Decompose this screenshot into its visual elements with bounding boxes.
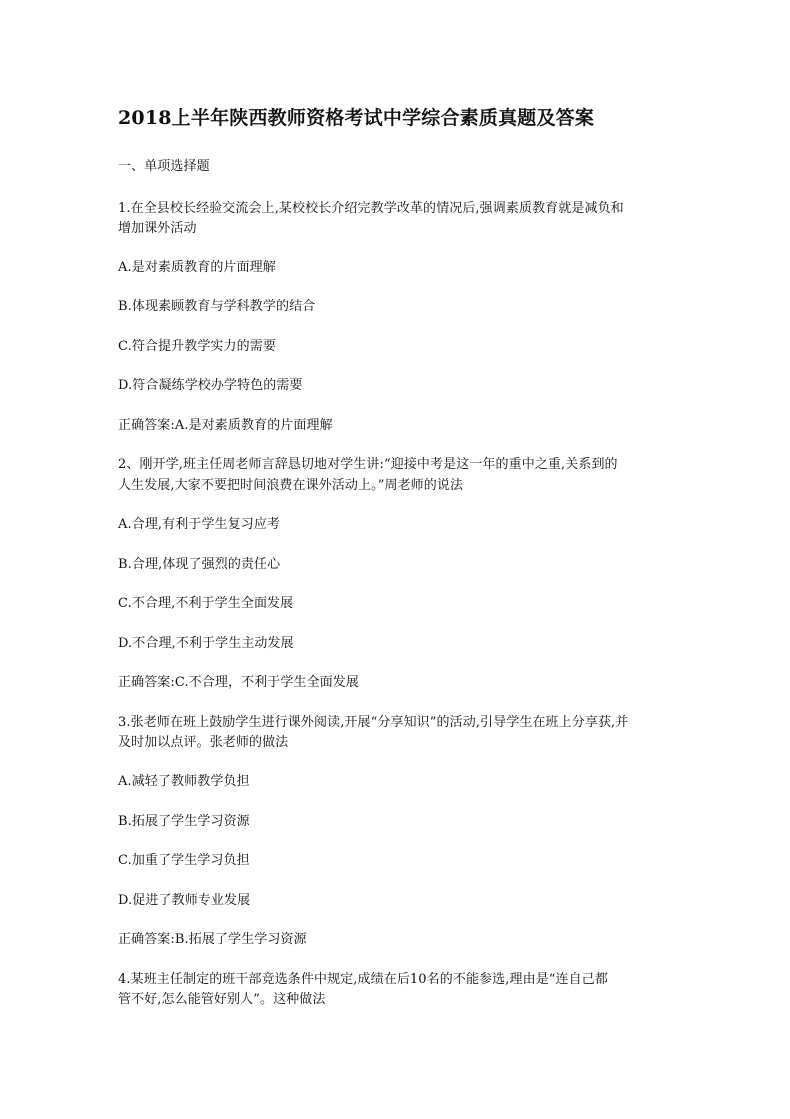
q3-option-c: C.加重了学生学习负担 (118, 853, 250, 868)
q3-stem-line1: 3.张老师在班上鼓励学生进行课外阅读,开展“分享知识”的活动,引导学生在班上分享获,并 (118, 715, 629, 730)
q2-stem-line1: 2、刚开学,班主任周老师言辞恳切地对学生讲:“迎接中考是这一年的重中之重,关系到的 (118, 457, 618, 472)
q1-stem-line1: 1.在全县校长经验交流会上,某校校长介绍完教学改革的情况后,强调素质教育就是减负和 (118, 201, 624, 216)
q4-stem-line2: 管不好,怎么能管好别人”。这种做法 (118, 992, 326, 1007)
q3-option-d: D.促进了教师专业发展 (118, 893, 251, 908)
q2-option-b: B.合理,体现了强烈的责任心 (118, 557, 281, 572)
q3-answer: 正确答案:B.拓展了学生学习资源 (118, 932, 307, 947)
q2-option-d: D.不合理,不利于学生主动发展 (118, 636, 294, 651)
q2-option-c: C.不合理,不利于学生全面发展 (118, 596, 294, 611)
q1-stem-line2: 增加课外活动 (118, 221, 197, 236)
q1-option-b: B.体现素顾教育与学科教学的结合 (118, 299, 316, 314)
q1-option-d: D.符合凝练学校办学特色的需要 (118, 378, 303, 393)
q2-answer: 正确答案:C.不合理，不利于学生全面发展 (118, 675, 359, 690)
q3-option-b: B.拓展了学生学习资源 (118, 814, 250, 829)
section-heading: 一、单项选择题 (118, 159, 210, 174)
q3-option-a: A.减轻了教师教学负担 (118, 774, 250, 789)
q2-option-a: A.合理,有利于学生复习应考 (118, 517, 281, 532)
q1-answer: 正确答案:A.是对素质教育的片面理解 (118, 418, 333, 433)
q4-stem-line1: 4.某班主任制定的班干部竞选条件中规定,成绩在后10名的不能参选,理由是“连自己都 (118, 972, 608, 987)
q2-stem-line2: 人生发展,大家不要把时间浪费在课外活动上。”周老师的说法 (118, 478, 464, 493)
q1-option-c: C.符合提升教学实力的需要 (118, 339, 276, 354)
document-title: 2018上半年陕西教师资格考试中学综合素质真题及答案 (118, 107, 595, 129)
q1-option-a: A.是对素质教育的片面理解 (118, 260, 276, 275)
q3-stem-line2: 及时加以点评。张老师的做法 (118, 735, 289, 750)
